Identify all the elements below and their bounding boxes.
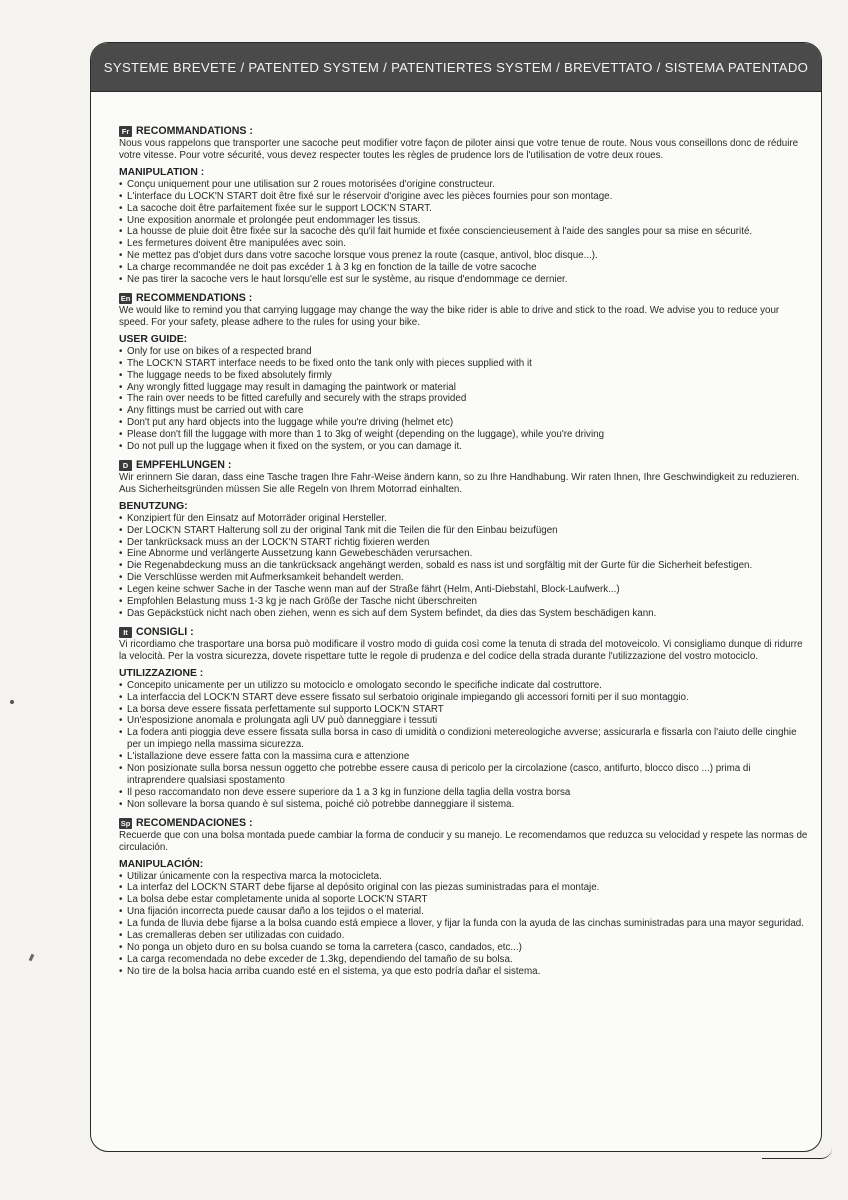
list-item: • Any fittings must be carried out with care [119, 405, 811, 417]
section-heading [119, 817, 811, 830]
list-item: • La sacoche doit être parfaitement fixée sur le support LOCK'N START. [119, 203, 811, 215]
language-badge-icon: It [119, 627, 132, 638]
section-subtitle: MANIPULATION : [119, 166, 205, 178]
scan-speck [10, 700, 14, 704]
section-title: RECOMMANDATIONS : [136, 125, 253, 137]
list-item: • Empfohlen Belastung muss 1-3 kg je nach Größe der Tasche nicht überschreiten [119, 596, 811, 608]
section-fr [119, 125, 811, 286]
list-item: • Der LOCK'N START Halterung soll zu der original Tank mit die Teilen die für den Einbau beizufügen [119, 525, 811, 537]
section-title: CONSIGLI : [136, 625, 194, 638]
list-item: • La bolsa debe estar completamente unida al soporte LOCK'N START [119, 894, 811, 906]
list-item: • Do not pull up the luggage when it fixed on the system, or you can damage it. [119, 441, 811, 453]
list-item: • Don't put any hard objects into the luggage while you're driving (helmet etc) [119, 417, 811, 429]
section-heading [119, 292, 811, 305]
instruction-list [119, 513, 811, 620]
list-item: • The rain over needs to be fitted carefully and securely with the straps provided [119, 393, 811, 405]
language-badge-icon: D [119, 460, 132, 471]
list-item: • Non sollevare la borsa quando è sul sistema, poiché ciò potrebbe danneggiare il sistema. [119, 799, 811, 811]
section-title: EMPFEHLUNGEN : [136, 458, 232, 471]
instruction-sheet [90, 42, 822, 1152]
list-item: • Una fijación incorrecta puede causar daño a los tejidos o el material. [119, 906, 811, 918]
list-item: • L'interface du LOCK'N START doit être fixé sur le réservoir d'origine avec les pièces fournies pour son montage. [119, 191, 811, 203]
list-item: • La interfaccia del LOCK'N START deve essere fissato sul serbatoio originale impiegando gli accessori forniti per il suo montaggio. [119, 692, 811, 704]
section-de [119, 459, 811, 620]
sections-container [91, 92, 821, 978]
section-subtitle: MANIPULACIÓN: [119, 858, 204, 870]
instruction-list [119, 871, 811, 978]
list-item: • La borsa deve essere fissata perfettamente sul supporto LOCK'N START [119, 704, 811, 716]
list-item: • La fodera anti pioggia deve essere fissata sulla borsa in caso di umidità o condizioni metereologiche avverse; assicurarla e fissarla con l'aiuto delle cinghie per un impiego nella massima sicurezza. [119, 727, 811, 751]
list-item: • Conçu uniquement pour une utilisation sur 2 roues motorisées d'origine constructeur. [119, 179, 811, 191]
list-item: • La carga recomendada no debe exceder de 1.3kg, dependiendo del tamaño de su bolsa. [119, 954, 811, 966]
section-title: RECOMENDACIONES : [136, 816, 253, 829]
list-item: • The LOCK'N START interface needs to be fixed onto the tank only with pieces supplied with it [119, 358, 811, 370]
list-item: • Der tankrücksack muss an der LOCK'N START richtig fixieren werden [119, 537, 811, 549]
list-item: • Die Regenabdeckung muss an die tankrücksack angehängt werden, sobald es nass ist und sorgfältig mit der Gurte für die Sicherheit befestigen. [119, 560, 811, 572]
section-intro: Nous vous rappelons que transporter une sacoche peut modifier votre façon de piloter ainsi que votre tenue de route. Nous vous conseillons donc de réduire votre vitesse. Pour votre sécurité, vous devez respecter toutes les règles de prudence lors de l'utilisation de votre deux roues. [119, 138, 799, 161]
list-item: • Die Verschlüsse werden mit Aufmerksamkeit behandelt werden. [119, 572, 811, 584]
section-heading [119, 459, 811, 472]
list-item: • Utilizar únicamente con la respectiva marca la motocicleta. [119, 871, 811, 883]
section-es [119, 817, 811, 978]
list-item: • L'istallazione deve essere fatta con la massima cura e attenzione [119, 751, 811, 763]
list-item: • Il peso raccomandato non deve essere superiore da 1 a 3 kg in funzione della taglia della vostra borsa [119, 787, 811, 799]
section-heading [119, 626, 811, 639]
language-badge-icon: En [120, 293, 131, 303]
list-item: • La charge recommandée ne doit pas excéder 1 à 3 kg en fonction de la taille de votre sacoche [119, 262, 811, 274]
language-badge-icon: Fr [119, 126, 132, 137]
list-item: • Any wrongly fitted luggage may result in damaging the paintwork or material [119, 382, 811, 394]
list-item: • No tire de la bolsa hacia arriba cuando esté en el sistema, ya que esto podría dañar el sistema. [119, 966, 811, 978]
list-item: • Only for use on bikes of a respected brand [119, 346, 811, 358]
section-subtitle: USER GUIDE: [119, 333, 188, 345]
list-item: • Les fermetures doivent être manipulées avec soin. [119, 238, 811, 250]
list-item: • Non posizionate sulla borsa nessun oggetto che potrebbe essere causa di pericolo per la circolazione (casco, antifurto, blocco disco ...) prima di intraprendere qualsiasi spostamento [119, 763, 811, 787]
section-title: RECOMMENDATIONS : [136, 291, 253, 304]
section-intro: Vi ricordiamo che trasportare una borsa può modificare il vostro modo di guida così come la tenuta di strada del motoveicolo. Vi consigliamo dunque di ridurre la velocità. Per la vostra sicurezza, dovete rispettare tutte le regole di prudenza e del codice della strada durante l'utilizzazione del vostro motociclo. [119, 638, 803, 662]
list-item: • Konzipiert für den Einsatz auf Motorräder original Hersteller. [119, 513, 811, 525]
list-item: • Concepito unicamente per un utilizzo su motociclo e omologato secondo le specifiche indicate dal costruttore. [119, 680, 811, 692]
instruction-list [119, 680, 811, 811]
list-item: • Eine Abnorme und verlängerte Aussetzung kann Gewebeschäden verursachen. [119, 548, 811, 560]
language-badge-icon: Sp [120, 818, 131, 828]
section-intro: We would like to remind you that carrying luggage may change the way the bike rider is able to drive and stick to the road. We advise you to reduce your speed. For your safety, please adhere to the rules for using your bike. [119, 304, 780, 328]
page-edge-shadow [762, 1148, 832, 1159]
list-item: • La funda de lluvia debe fijarse a la bolsa cuando está empiece a llover, y fijar la funda con la ayuda de las cinchas suministradas para una mayor seguridad. [119, 918, 811, 930]
section-subtitle: BENUTZUNG: [119, 500, 188, 512]
section-en [119, 292, 811, 453]
banner-title: SYSTEME BREVETE / PATENTED SYSTEM / PATENTIERTES SYSTEM / BREVETTATO / SISTEMA PATENTADO [91, 43, 821, 92]
section-it [119, 626, 811, 811]
list-item: • Une exposition anormale et prolongée peut endommager les tissus. [119, 215, 811, 227]
list-item: • Ne pas tirer la sacoche vers le haut lorsqu'elle est sur le système, au risque d'endommage ce dernier. [119, 274, 811, 286]
section-intro: Wir erinnern Sie daran, dass eine Tasche tragen Ihre Fahr-Weise ändern kann, so zu Ihre Handhabung. Wir raten Ihnen, Ihre Geschwindigkeit zu reduzieren. Aus Sicherheitsgründen müssen Sie alle Regeln von Ihrem Motorrad einhalten. [119, 471, 800, 495]
list-item: • Un'esposizione anomala e prolungata agli UV può danneggiare i tessuti [119, 715, 811, 727]
list-item: • No ponga un objeto duro en su bolsa cuando se toma la carretera (casco, candados, etc...) [119, 942, 811, 954]
instruction-list [119, 346, 811, 453]
list-item: • Legen keine schwer Sache in der Tasche wenn man auf der Straße fährt (Helm, Anti-Diebstahl, Block-Laufwerk...) [119, 584, 811, 596]
list-item: • La housse de pluie doit être fixée sur la sacoche dès qu'il fait humide et fixée consciencieusement à l'aide des sangles pour sa mise en sécurité. [119, 226, 811, 238]
section-heading [119, 125, 811, 138]
list-item: • La interfaz del LOCK'N START debe fijarse al depósito original con las piezas suministradas para el montaje. [119, 882, 811, 894]
list-item: • Ne mettez pas d'objet durs dans votre sacoche lorsque vous prenez la route (casque, antivol, bloc disque...). [119, 250, 811, 262]
instruction-list [119, 179, 811, 286]
section-intro: Recuerde que con una bolsa montada puede cambiar la forma de conducir y su manejo. Le recomendamos que reduzca su velocidad y respete las normas de circulación. [119, 829, 808, 853]
list-item: • Das Gepäckstück nicht nach oben ziehen, wenn es sich auf dem System befindet, da dies das System beschädigen kann. [119, 608, 811, 620]
list-item: • Las cremalleras deben ser utilizadas con cuidado. [119, 930, 811, 942]
scan-speck [29, 954, 35, 962]
list-item: • Please don't fill the luggage with more than 1 to 3kg of weight (depending on the luggage), while you're driving [119, 429, 811, 441]
section-subtitle: UTILIZZAZIONE : [119, 667, 204, 679]
list-item: • The luggage needs to be fixed absolutely firmly [119, 370, 811, 382]
